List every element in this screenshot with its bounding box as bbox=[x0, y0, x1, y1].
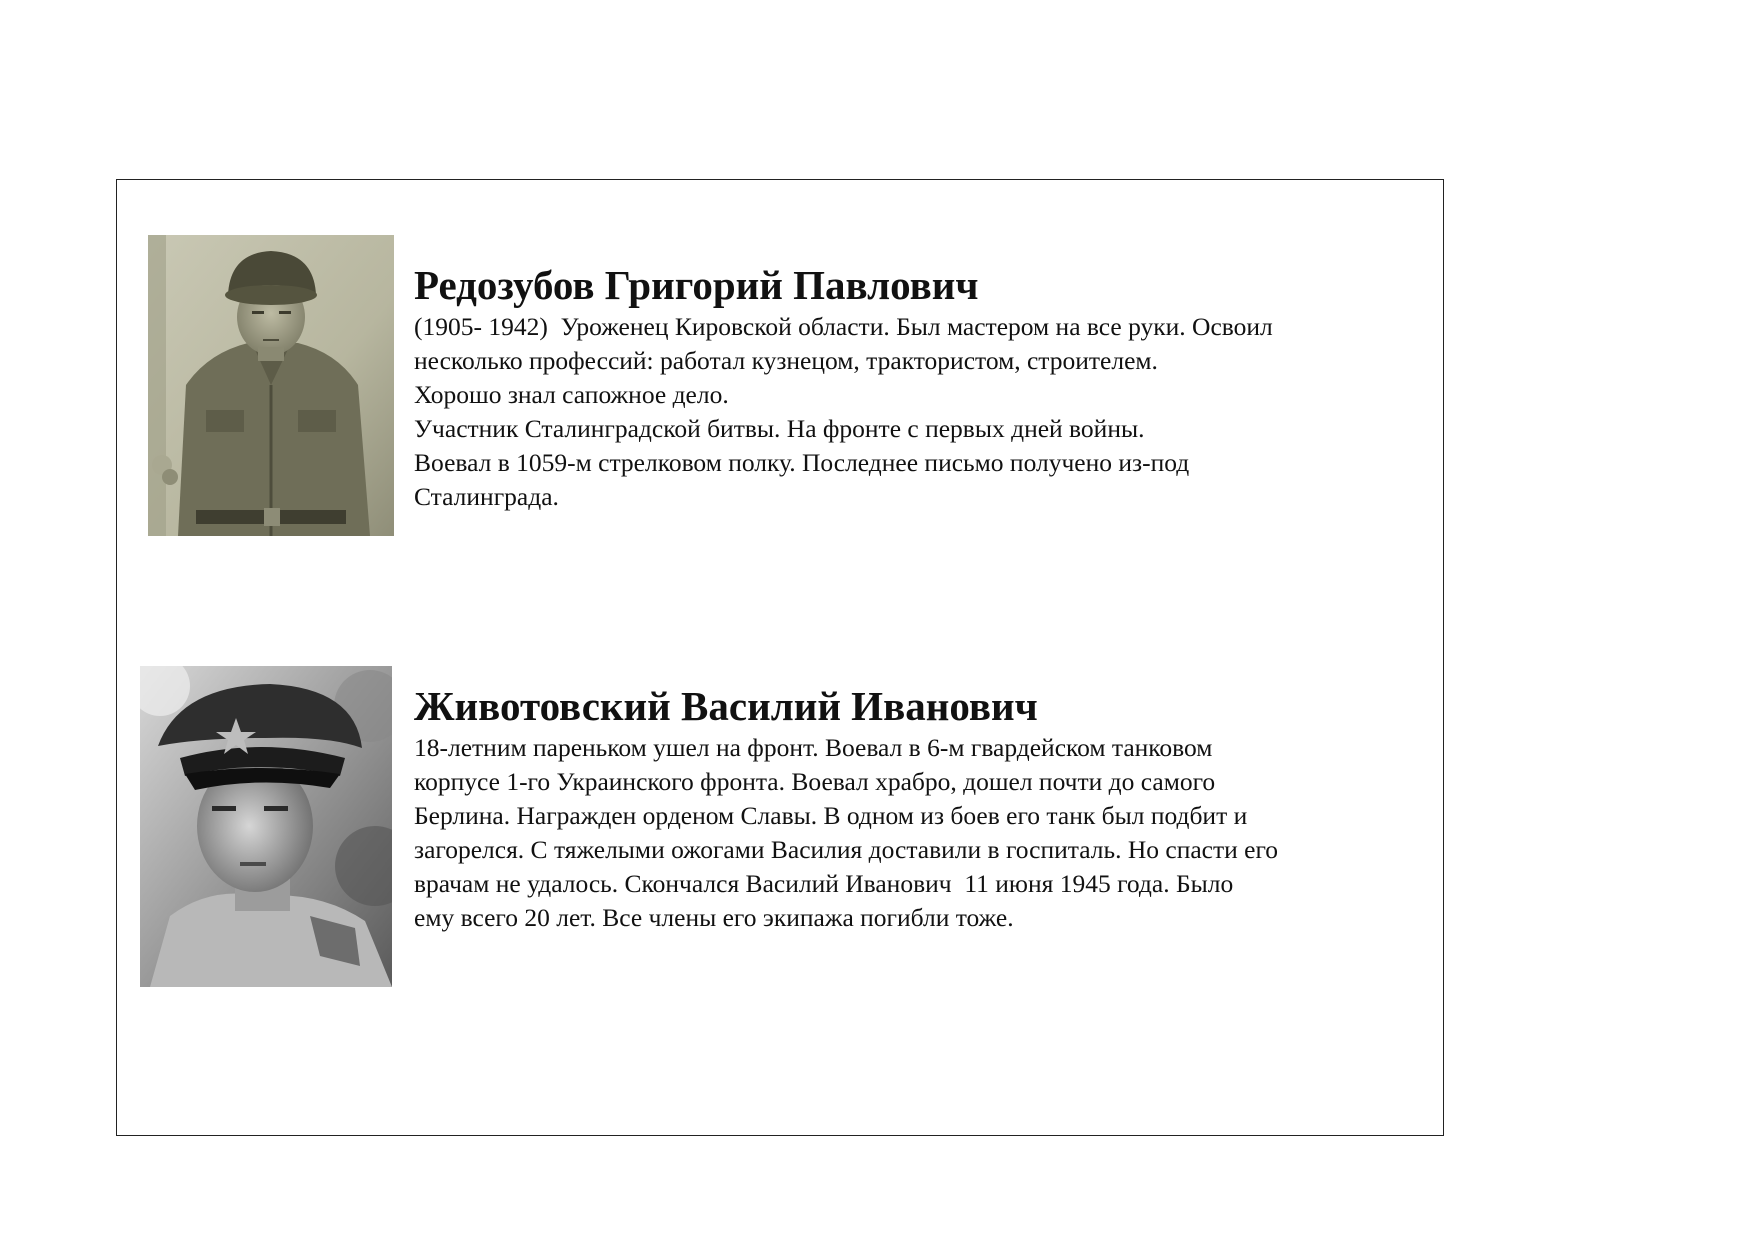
bio-line: Участник Сталинградской битвы. На фронте с первых дней войны. bbox=[414, 414, 1145, 443]
bio-line: Берлина. Награжден орденом Славы. В одном из боев его танк был подбит и bbox=[414, 801, 1248, 830]
bio-line: загорелся. С тяжелыми ожогами Василия доставили в госпиталь. Но спасти его bbox=[414, 835, 1279, 864]
bio-line: Хорошо знал сапожное дело. bbox=[414, 380, 729, 409]
veteran-entry-redozubov bbox=[414, 262, 1424, 514]
veteran-entry-zhivotovsky bbox=[414, 683, 1424, 935]
bio-line: 18-летним пареньком ушел на фронт. Воевал в 6-м гвардейском танковом bbox=[414, 733, 1213, 762]
veteran-name: Животовский Василий Иванович bbox=[414, 683, 1038, 729]
bio-line: несколько профессий: работал кузнецом, трактористом, строителем. bbox=[414, 346, 1158, 375]
bio-line: ему всего 20 лет. Все члены его экипажа погибли тоже. bbox=[414, 903, 1014, 932]
veteran-biography bbox=[414, 310, 1424, 514]
portrait-photo-redozubov bbox=[148, 235, 394, 536]
bio-line: врачам не удалось. Скончался Василий Иванович 11 июня 1945 года. Было bbox=[414, 869, 1234, 898]
portrait-photo-zhivotovsky bbox=[140, 666, 392, 987]
veteran-biography bbox=[414, 731, 1424, 935]
bio-line: корпусе 1-го Украинского фронта. Воевал храбро, дошел почти до самого bbox=[414, 767, 1216, 796]
bio-line: Воевал в 1059-м стрелковом полку. Последнее письмо получено из-под bbox=[414, 448, 1190, 477]
bio-line: Сталинграда. bbox=[414, 482, 559, 511]
veteran-name: Редозубов Григорий Павлович bbox=[414, 262, 979, 308]
bio-line: (1905- 1942) Уроженец Кировской области. Был мастером на все руки. Освоил bbox=[414, 312, 1273, 341]
